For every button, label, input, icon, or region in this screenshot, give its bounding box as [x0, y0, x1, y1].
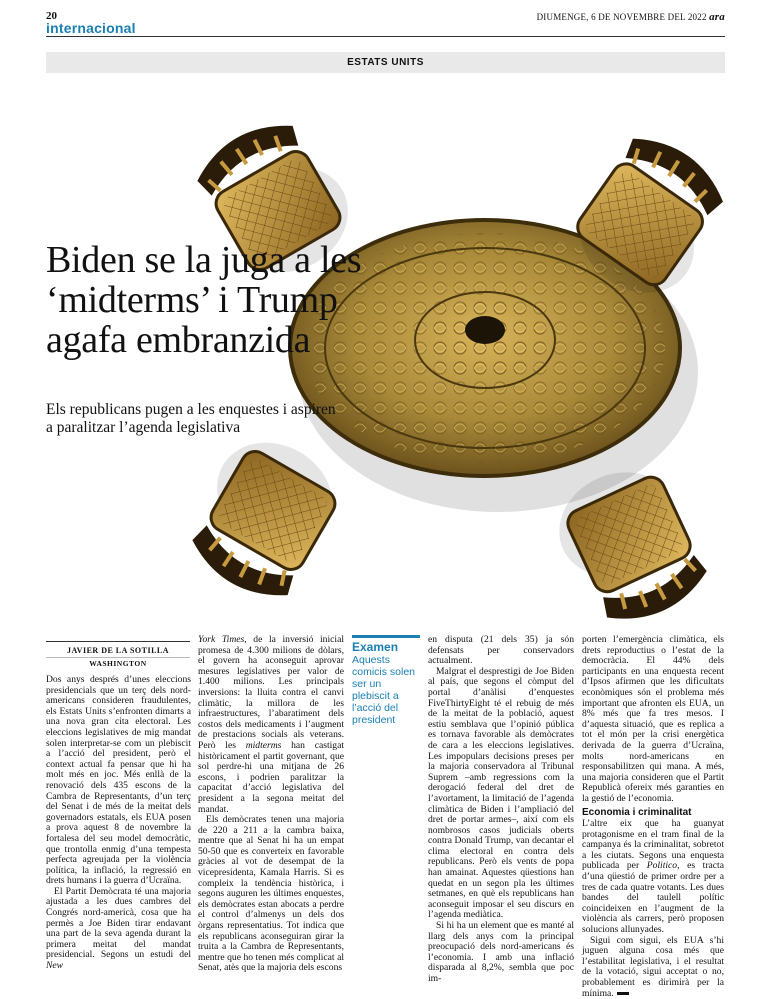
end-mark: [617, 992, 629, 995]
chair-bottom-left: [174, 422, 353, 610]
paragraph: Els demòcrates tenen una majoria de 220 a 211 a la cambra baixa, mentre que al Senat hi ha un empat 50-50 que es converteix en favorable gràcies al vot de desempat de la vicepresidenta, Kamala Harris. Si es compleix la tendència històrica, i segons auguren les últimes enquestes, els demòcrates estan abocats a perdre el control d’almenys un dels dos òrgans representatius. Tot indica que els republicans aconseguiran girar la truita a la Cambra de Representants, mentre que ho tenen més complicat al Senat, atès que la majoria dels escons: [198, 814, 344, 974]
paragraph: [582, 819, 724, 936]
body-column-3: [428, 635, 574, 985]
paragraph: [198, 635, 344, 815]
text-run: El Partit Demòcrata té una majoria ajustada a les dues cambres del Congrés nord-americà, cosa que ha permès a Joe Biden tirar endavant una part de la seva agenda durant la primera meitat del mandat presidencial. Segons un estudi del: [46, 885, 191, 961]
subheading: Economia i criminalitat: [582, 806, 692, 818]
pull-quote-text: Aquests comicis solen ser un plebiscit a l’acció del president: [352, 654, 416, 726]
italic-run: New: [46, 960, 64, 972]
italic-run: midterms: [245, 739, 282, 751]
table-center-hole: [465, 316, 505, 344]
paragraph: porten l’emergència climàtica, els drets reproductius o l’estat de la democràcia. El 44% dels participants en una enquesta recent d’Ipsos afirmen que les dificultats econòmiques són el problema més important que afronten els EUA, un 8% més que fa tres mesos. I d’aquesta situació, que es replica a tot el món per la crisi energètica derivada de la guerra d’Ucraïna, molts nord-americans en responsabilitzen qui mana. A més, una majoria consideren que el Partit Republicà ofereix més garanties en la gestió de l’economia.: [582, 634, 724, 804]
paragraph: [46, 887, 191, 972]
text-run: Sigui com sigui, els EUA s’hi juguen alguna cosa més que l’estabilitat legislativa, i el resultat de la votació, sigui acceptat o no, probablement es dirimirà per la mínima.: [582, 934, 724, 999]
text-run: L’altre eix que ha guanyat protagonisme en el tram final de la campanya és la criminalitat, sobretot a les ciutats. Segons una enquesta publicada per: [582, 818, 724, 872]
paragraph: Dos anys després d’unes eleccions presidencials que un terç dels nord-americans consideren fraudulentes, els Estats Units s’enfronten dimarts a una nova gran cita electoral. Les eleccions legislatives de mig mandat solen interpretar-se com un plebiscit a l’acció del president, però el context actual fa pensar que hi ha molt més en joc. Més enllà de la renovació dels 435 escons de la Cambra de Representants, d’un terç del Senat i de més de la meitat dels governadors estatals, els EUA posen a prova aquest 8 de novembre la fortalesa del seu model democràtic, que trontolla enmig d’una tempesta perfecta agreujada per la violència política, la inflació, la regressió en drets humans i la guerra d’Ucraïna.: [46, 674, 191, 887]
text-run: , es tracta d’una qüestió de primer ordre per a tres de cada quatre votants. Les dues bandes del taulell polític coincideixen en l’augment de la violència als carrers, però proposen solucions allunyades.: [582, 860, 724, 936]
headline: Biden se la juga a les ‘midterms’ i Trump agafa embranzida: [46, 239, 362, 361]
section-title: internacional: [46, 20, 136, 36]
band-label: ESTATS UNITS: [347, 57, 424, 68]
body-column-1: [46, 675, 191, 972]
body-column-4: [582, 635, 724, 999]
date: DIUMENGE, 6 DE NOVEMBRE DEL 2022: [536, 12, 707, 22]
paragraph: Malgrat el desprestigi de Joe Biden al país, que segons el còmput del portal d’anàlisi d’enquestes FiveThirtyEight té el rebuig de més de la meitat de la població, aquest estiu semblava que l’opinió pública es tornava favorable als demòcrates de cara a les eleccions legislatives. Les impopulars decisions preses per la majoria conservadora al Tribunal Suprem –amb regressions com la derogació federal del dret de l’avortament, la limitació de l’agenda climàtica de Biden i l’ampliació del dret de portar armes–, així com els nombrosos casos judicials oberts contra Donald Trump, van decantar el clima electoral en contra dels republicans. Però els vents de popa han amainat. Aquestes qüestions han quedat en un segon pla les últimes setmanes, en què els republicans han aconseguit imposar el seu discurs en l’agenda mediàtica.: [428, 665, 574, 921]
pull-quote: [352, 635, 420, 726]
author: JAVIER DE LA SOTILLA: [66, 646, 170, 655]
body-column-2: [198, 635, 344, 974]
paragraph: en disputa (21 dels 35) ja són defensats per conservadors actualment.: [428, 634, 574, 667]
pull-quote-title: Examen: [352, 640, 399, 654]
byline: [46, 641, 190, 668]
brand-logo: ara: [709, 11, 725, 23]
location: WASHINGTON: [46, 657, 190, 668]
top-rule: [46, 36, 725, 37]
subhead: Els republicans pugen a les enquestes i aspiren a paralitzar l’agenda legislativa: [46, 401, 336, 436]
section-band: [46, 52, 725, 73]
dateline: [537, 11, 725, 23]
text-run: han castigat històricament el partit governant, que sol perdre-hi una mitjana de 26 escons, i podrien paralitzar la capacitat d’acció legislativa del president a la segona meitat del mandat.: [198, 739, 344, 815]
page-number: 20: [46, 10, 57, 22]
paragraph: [582, 936, 724, 999]
italic-run: Politico: [646, 860, 678, 872]
paragraph: Si hi ha un element que es manté al llarg dels anys com la principal preocupació dels nord-americans és l’economia. I amb una inflació disparada al 8,2%, sembla que poc im-: [428, 920, 574, 984]
italic-run: York Times: [198, 634, 245, 645]
text-run: , de la inversió inicial promesa de 4.300 milions de dòlars, el govern ha aconseguit aprovar mesures legislatives per valor de 1.400 milions. Les principals inversions: la lluita contra el canvi climàtic, la millora de les infraestructures, l’abaratiment dels costos dels medicaments i l’augment de prestacions socials als veterans. Però les: [198, 634, 344, 751]
